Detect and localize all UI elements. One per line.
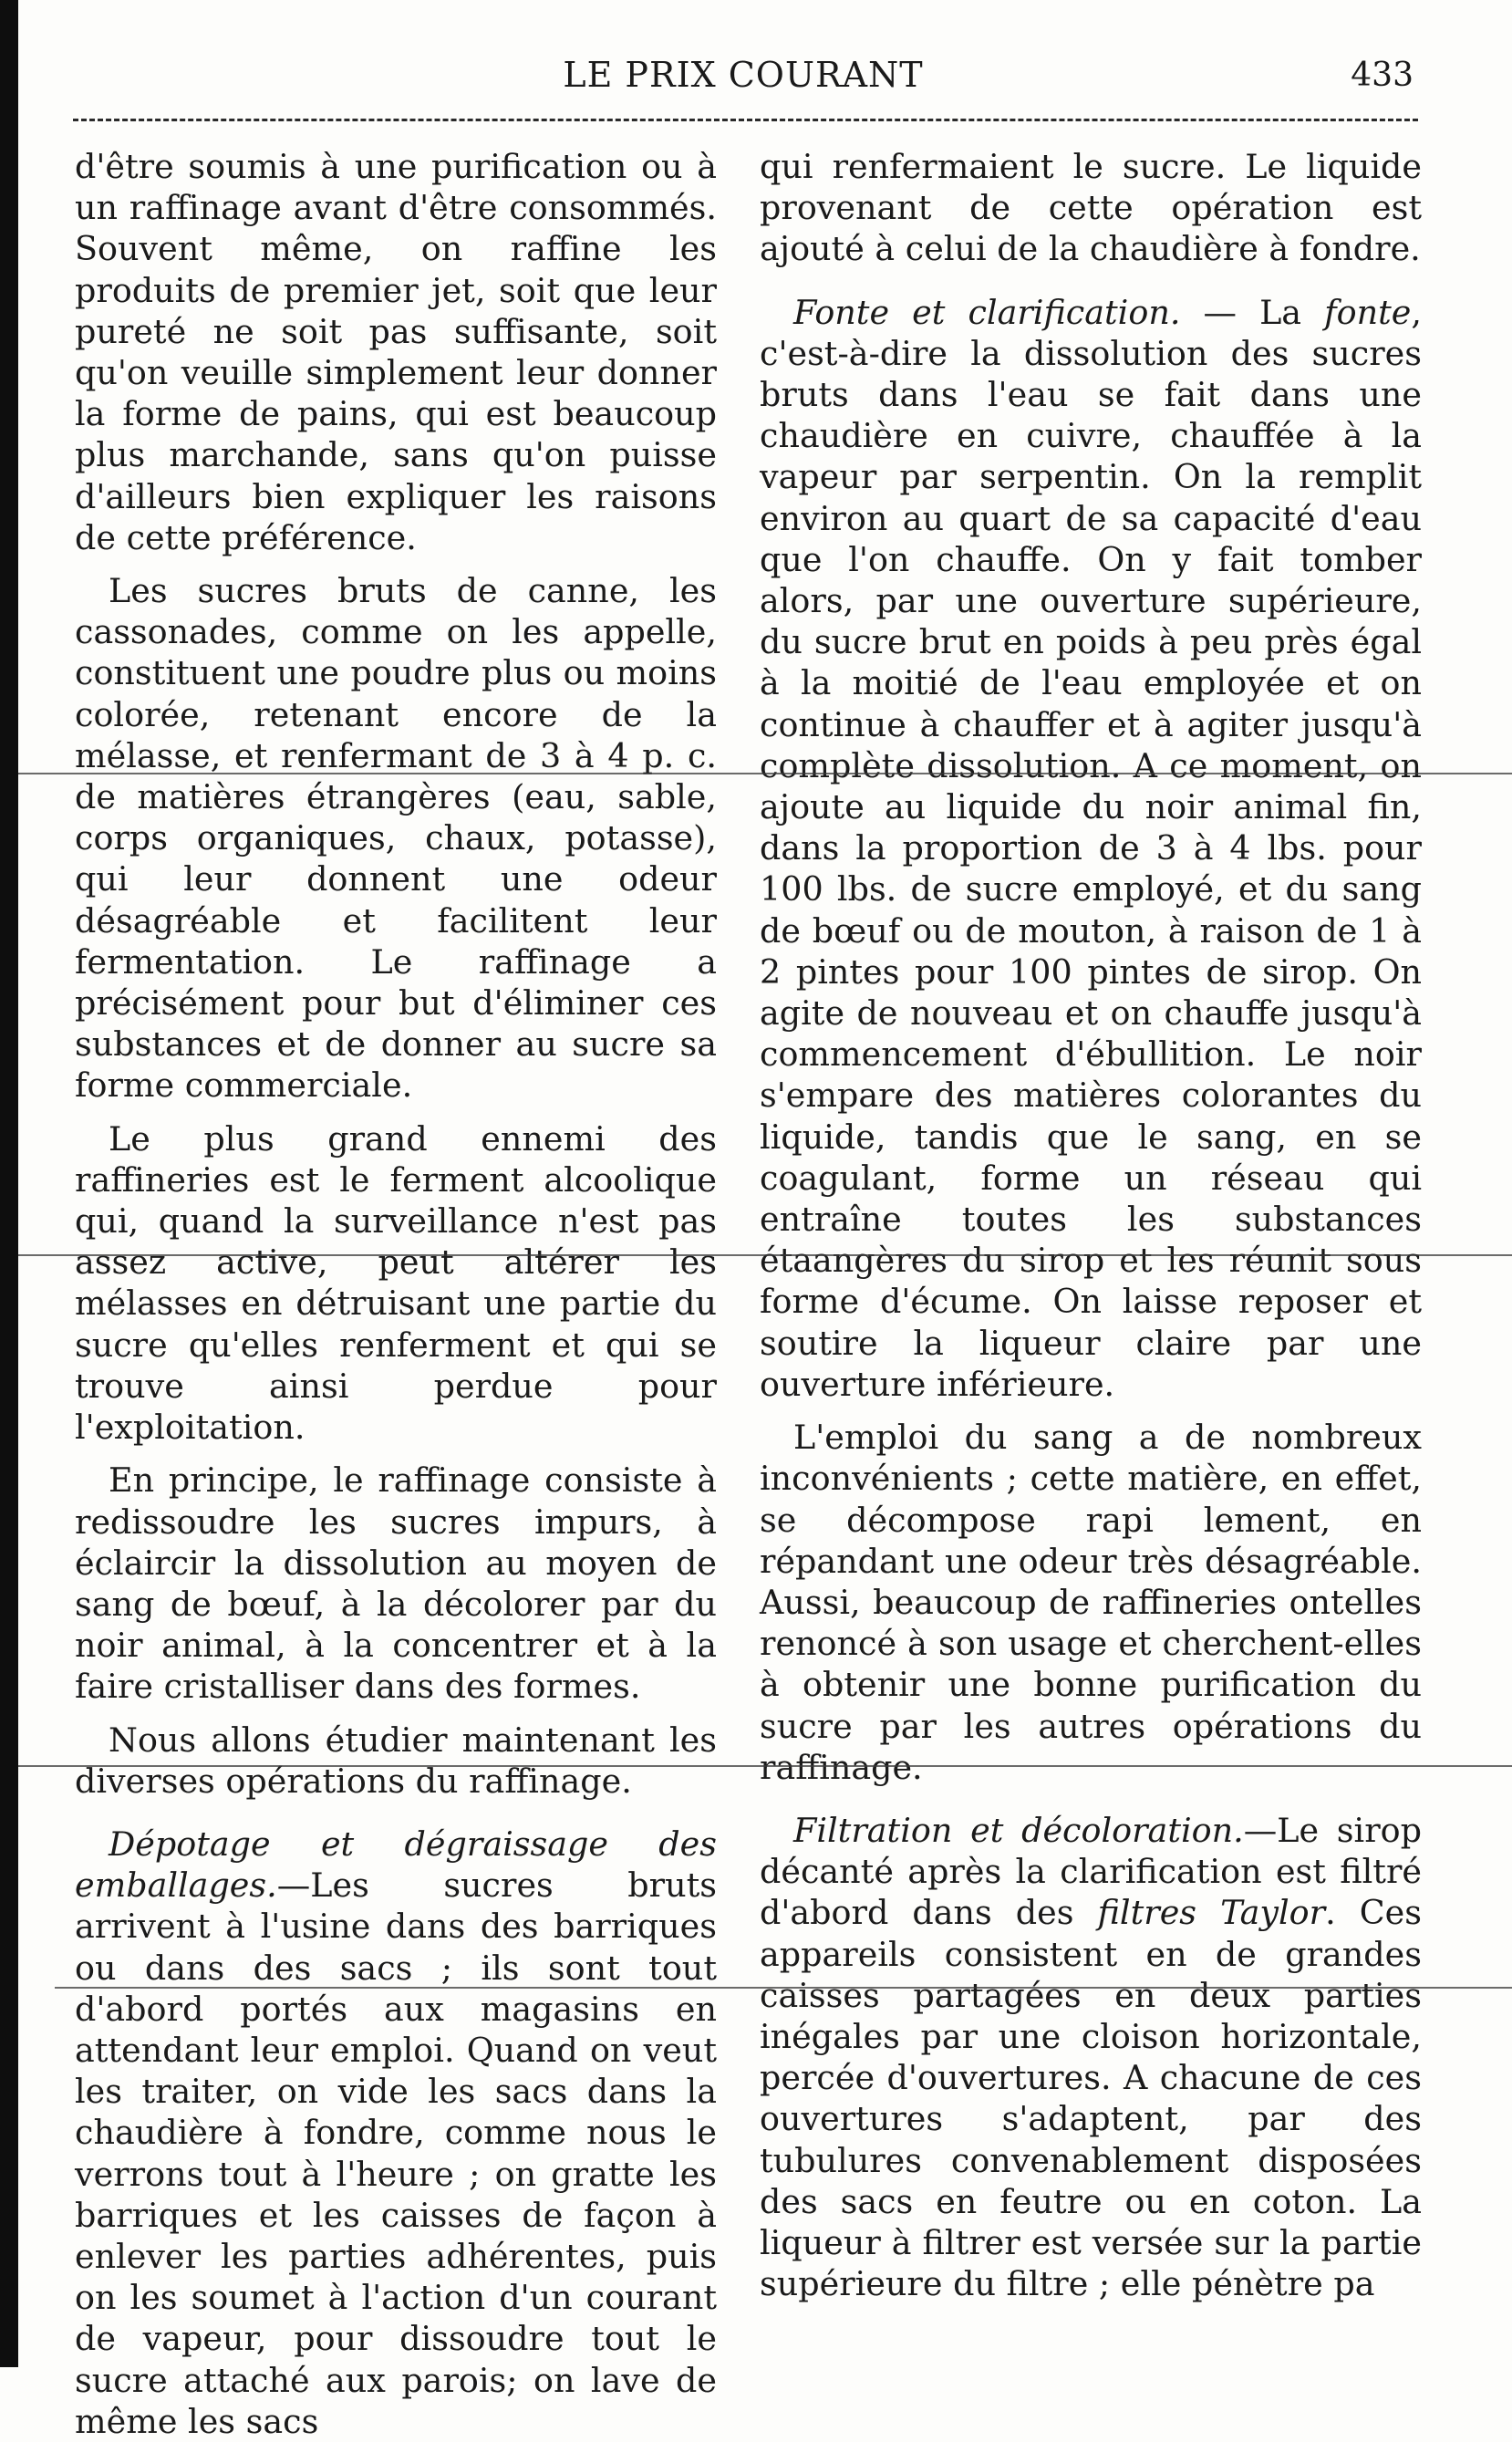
section-title: Filtration et décoloration.	[793, 1810, 1244, 1850]
right-column	[760, 146, 1422, 2335]
scan-artifact-line	[55, 1987, 1512, 1989]
header-rule	[73, 119, 1418, 121]
section-title: Dépotage et dégraissage des emballages.	[75, 1824, 717, 1906]
paragraph: Nous allons étudier maintenant les diverses opérations du raffinage.	[75, 1720, 717, 1801]
paragraph: Le plus grand ennemi des raffineries est le ferment alcoolique qui, quand la surveillance n'est pas assez active, peut altérer les mélasses en détruisant une partie du sucre qu'elles renferment et qui se trouve ainsi perdue pour l'exploitation.	[75, 1118, 717, 1448]
section-paragraph	[760, 1810, 1422, 2304]
paragraph-text: —Le sirop décanté après la clarification est filtré d'abord dans des	[760, 1810, 1422, 1933]
paragraph-text: , c'est-à-dire la dissolution des sucres bruts dans l'eau se fait dans une chaudière en cuivre, chauffée à la vapeur par serpentin. On la remplit environ au quart de sa capacité d'eau que l'on chauffe. On y fait tomber alors, par une ouverture supérieure, du sucre brut en poids à peu près égal à la moitié de l'eau employée et on continue à chauffer et à agiter jusqu'à complète dissolution. A ce moment, on ajoute au liquide du noir animal fin, dans la proportion de 3 à 4 lbs. pour 100 lbs. de sucre employé, et du sang de bœuf ou de mouton, à raison de 1 à 2 pintes pour 100 pintes de sirop. On agite de nouveau et on chauffe jusqu'à commencement d'ébullition. Le noir s'empare des matières colorantes du liquide, tandis que le sang, en se coagulant, forme un réseau qui entraîne toutes les substances étaangères du sirop et les réunit sous forme d'écume. On laisse reposer et soutire la liqueur claire par une ouverture inférieure.	[760, 292, 1423, 1404]
left-column	[75, 146, 717, 2441]
paragraph-text: . Ces appareils consistent en de grandes caisses partagées en deux parties inégales par une cloison horizontale, percée d'ouvertures. A chacune de ces ouvertures s'adaptent, par des tubulures convenablement disposées des sacs en feutre ou en coton. La liqueur à filtrer est versée sur la partie supérieure du filtre ; elle pénètre pa	[760, 1893, 1422, 2304]
paragraph: L'emploi du sang a de nombreux inconvénients ; cette matière, en effet, se décompose rapi lement, en répandant une odeur très désagréable. Aussi, beaucoup de raffineries ontelles renoncé à son usage et cherchent-elles à obtenir une bonne purification du sucre par les autres opérations du raffinage.	[760, 1418, 1422, 1787]
scan-edge-bar	[0, 0, 18, 2367]
page-number: 433	[1351, 57, 1414, 94]
paragraph: qui renfermaient le sucre. Le liquide provenant de cette opération est ajouté à celui de la chaudière à fondre.	[760, 147, 1422, 269]
scan-artifact-line	[18, 773, 1512, 774]
section-paragraph	[760, 292, 1422, 1405]
section-dash: — La	[1180, 292, 1325, 332]
section-title: Fonte et clarification.	[793, 292, 1181, 332]
paragraph: Les sucres bruts de canne, les cassonades, comme on les appelle, constituent une poudre plus ou moins colorée, retenant encore de la mélasse, et renfermant de 3 à 4 p. c. de matières étrangères (eau, sable, corps organiques, chaux, potasse), qui leur donnent une odeur désagréable et facilitent leur fermentation. Le raffinage a précisément pour but d'éliminer ces substances et de donner au sucre sa forme commerciale.	[75, 571, 717, 1106]
scan-artifact-line	[18, 1254, 1512, 1256]
section-paragraph	[75, 1824, 717, 2442]
running-title: LE PRIX COURANT	[563, 55, 924, 95]
paragraph: En principe, le raffinage consiste à redissoudre les sucres impurs, à éclaircir la dissolution au moyen de sang de bœuf, à la décolorer par du noir animal, à la concentrer et à la faire cristalliser dans des formes.	[75, 1460, 717, 1707]
paragraph-text: —Les sucres bruts arrivent à l'usine dans des barriques ou dans des sacs ; ils sont tout d'abord portés aux magasins en attendant leur emploi. Quand on veut les traiter, on vide les sacs dans la chaudière à fondre, comme nous le verrons tout à l'heure ; on gratte les barriques et les caisses de façon à enlever les parties adhérentes, puis on les soumet à l'action d'un courant de vapeur, pour dissoudre tout le sucre attaché aux parois; on lave de même les sacs	[75, 1865, 717, 2441]
scan-artifact-line	[18, 1765, 1512, 1767]
term-filtres-taylor: filtres Taylor	[1097, 1893, 1326, 1933]
paragraph: d'être soumis à une purification ou à un raffinage avant d'être consommés. Souvent même, on raffine les produits de premier jet, soit que leur pureté ne soit pas suffisante, soit qu'on veuille simplement leur donner la forme de pains, qui est beaucoup plus marchande, sans qu'on puisse d'ailleurs bien expliquer les raisons de cette préférence.	[75, 147, 717, 557]
term-fonte: fonte	[1324, 292, 1412, 332]
page-header	[73, 55, 1414, 109]
